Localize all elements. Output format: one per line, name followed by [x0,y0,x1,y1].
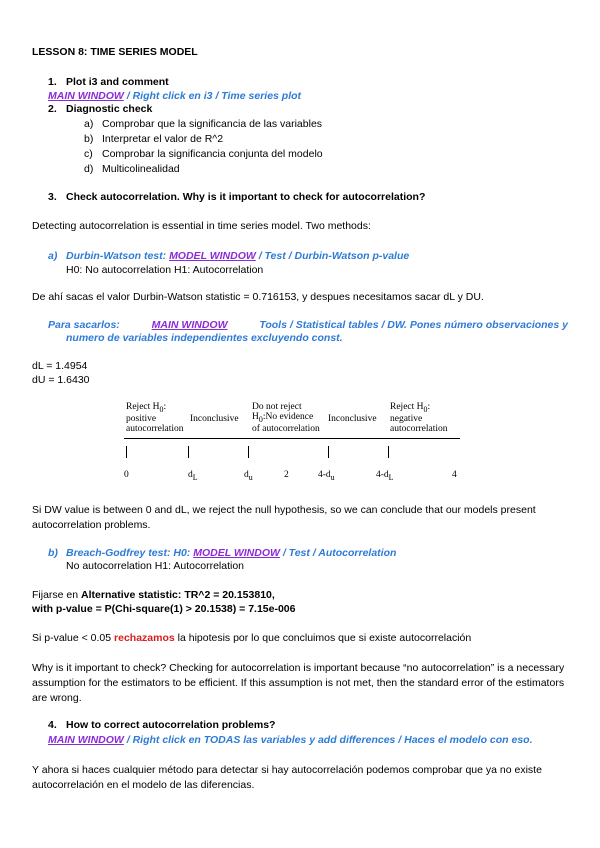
dw-value-text: De ahí sacas el valor Durbin-Watson statistic = 0.716153, y despues necesitamos sacar dL y DU. [32,291,484,303]
tick-dl [188,446,189,458]
tick-0 [126,446,127,458]
axis-line [124,438,460,439]
model-window-link[interactable]: MODEL WINDOW [169,250,256,262]
label-dl: $d_L$ [188,470,198,482]
list-item: a) Comprobar que la significancia de las variables [84,118,323,130]
region-reject-negative: Reject $H_0$: negative autocorrelation [390,402,448,434]
para-sacarlos: Para sacarlos: MAIN WINDOW Tools / Statistical tables / DW. Pones número observaciones y [48,319,568,331]
pvalue-line: Si p-value < 0.05 rechazamos la hipotesis por lo que concluimos que si existe autocorrelación [32,632,472,644]
label-du: $d_u$ [244,470,253,482]
model-window-link[interactable]: MODEL WINDOW [193,547,280,559]
why-paragraph: Why is it important to check? Checking for autocorrelation is important because “no autocorrelation” is a necessary assumption for the estimators to be efficient. If this assumption is not met, then the standard error of the estimators are wrong. [32,662,565,704]
list-item: b) Interpretar el valor de R^2 [84,133,224,145]
step-4-instruction: MAIN WINDOW / Right click en TODAS las variables y add differences / Haces el modelo con eso. [48,734,533,746]
main-window-link[interactable]: MAIN WINDOW [151,319,228,331]
du-value: dU = 1.6430 [32,374,90,386]
label-0: 0 [124,470,129,480]
lesson-title: LESSON 8: TIME SERIES MODEL [32,46,198,58]
dl-value: dL = 1.4954 [32,360,88,372]
intro-text: Detecting autocorrelation is essential in time series model. Two methods: [32,220,371,232]
label-4: 4 [452,470,457,480]
dw-test-line: a) Durbin-Watson test: MODEL WINDOW / Test / Durbin-Watson p-value [48,250,410,262]
bg-hypotheses: No autocorrelation H1: Autocorrelation [66,560,245,572]
step-1-heading: 1. Plot i3 and comment [48,76,169,88]
dw-conclusion: Si DW value is between 0 and dL, we reject the null hypothesis, so we can conclude that our models present autocorrelation problems. [32,504,536,531]
tick-du [248,446,249,458]
final-paragraph: Y ahora si haces cualquier método para detectar si hay autocorrelación podemos comprobar que ya no existe autocorrelación en el modelo de las diferencias. [32,764,542,791]
bg-test-line: b) Breach-Godfrey test: H0: MODEL WINDOW / Test / Autocorrelation [48,547,397,559]
region-do-not-reject: Do not reject $H_0:No$ evidence of autocorrelation [252,402,320,434]
region-inconclusive-right: Inconclusive [328,414,377,424]
alt-stat-line-1: Fijarse en Alternative statistic: TR^2 = 20.153810, [32,589,275,601]
label-4-du: $4-d_u$ [318,470,335,482]
main-window-link[interactable]: MAIN WINDOW [48,90,124,102]
tick-4-dl [388,446,389,458]
list-item: c) Comprobar la significancia conjunta del modelo [84,148,323,160]
para-sacarlos-cont: numero de variables independientes excluyendo const. [66,332,343,344]
step-1-instruction: MAIN WINDOW / Right click en i3 / Time series plot [48,90,302,102]
list-item: d) Multicolinealidad [84,163,180,175]
step-4-heading: 4. How to correct autocorrelation problems? [48,719,276,731]
tick-4-du [328,446,329,458]
step-2-heading: 2. Diagnostic check [48,103,153,115]
region-inconclusive-left: Inconclusive [190,414,239,424]
label-2: 2 [284,470,289,480]
main-window-link[interactable]: MAIN WINDOW [48,734,124,746]
region-reject-positive: Reject $H_0$: positive autocorrelation [126,402,184,434]
step-3-heading: 3. Check autocorrelation. Why is it important to check for autocorrelation? [48,191,426,203]
dw-hypotheses: H0: No autocorrelation H1: Autocorrelation [66,264,264,276]
alt-stat-line-2: with p-value = P(Chi-square(1) > 20.1538) = 7.15e-006 [32,603,296,615]
label-4-dl: $4-d_L$ [376,470,394,482]
